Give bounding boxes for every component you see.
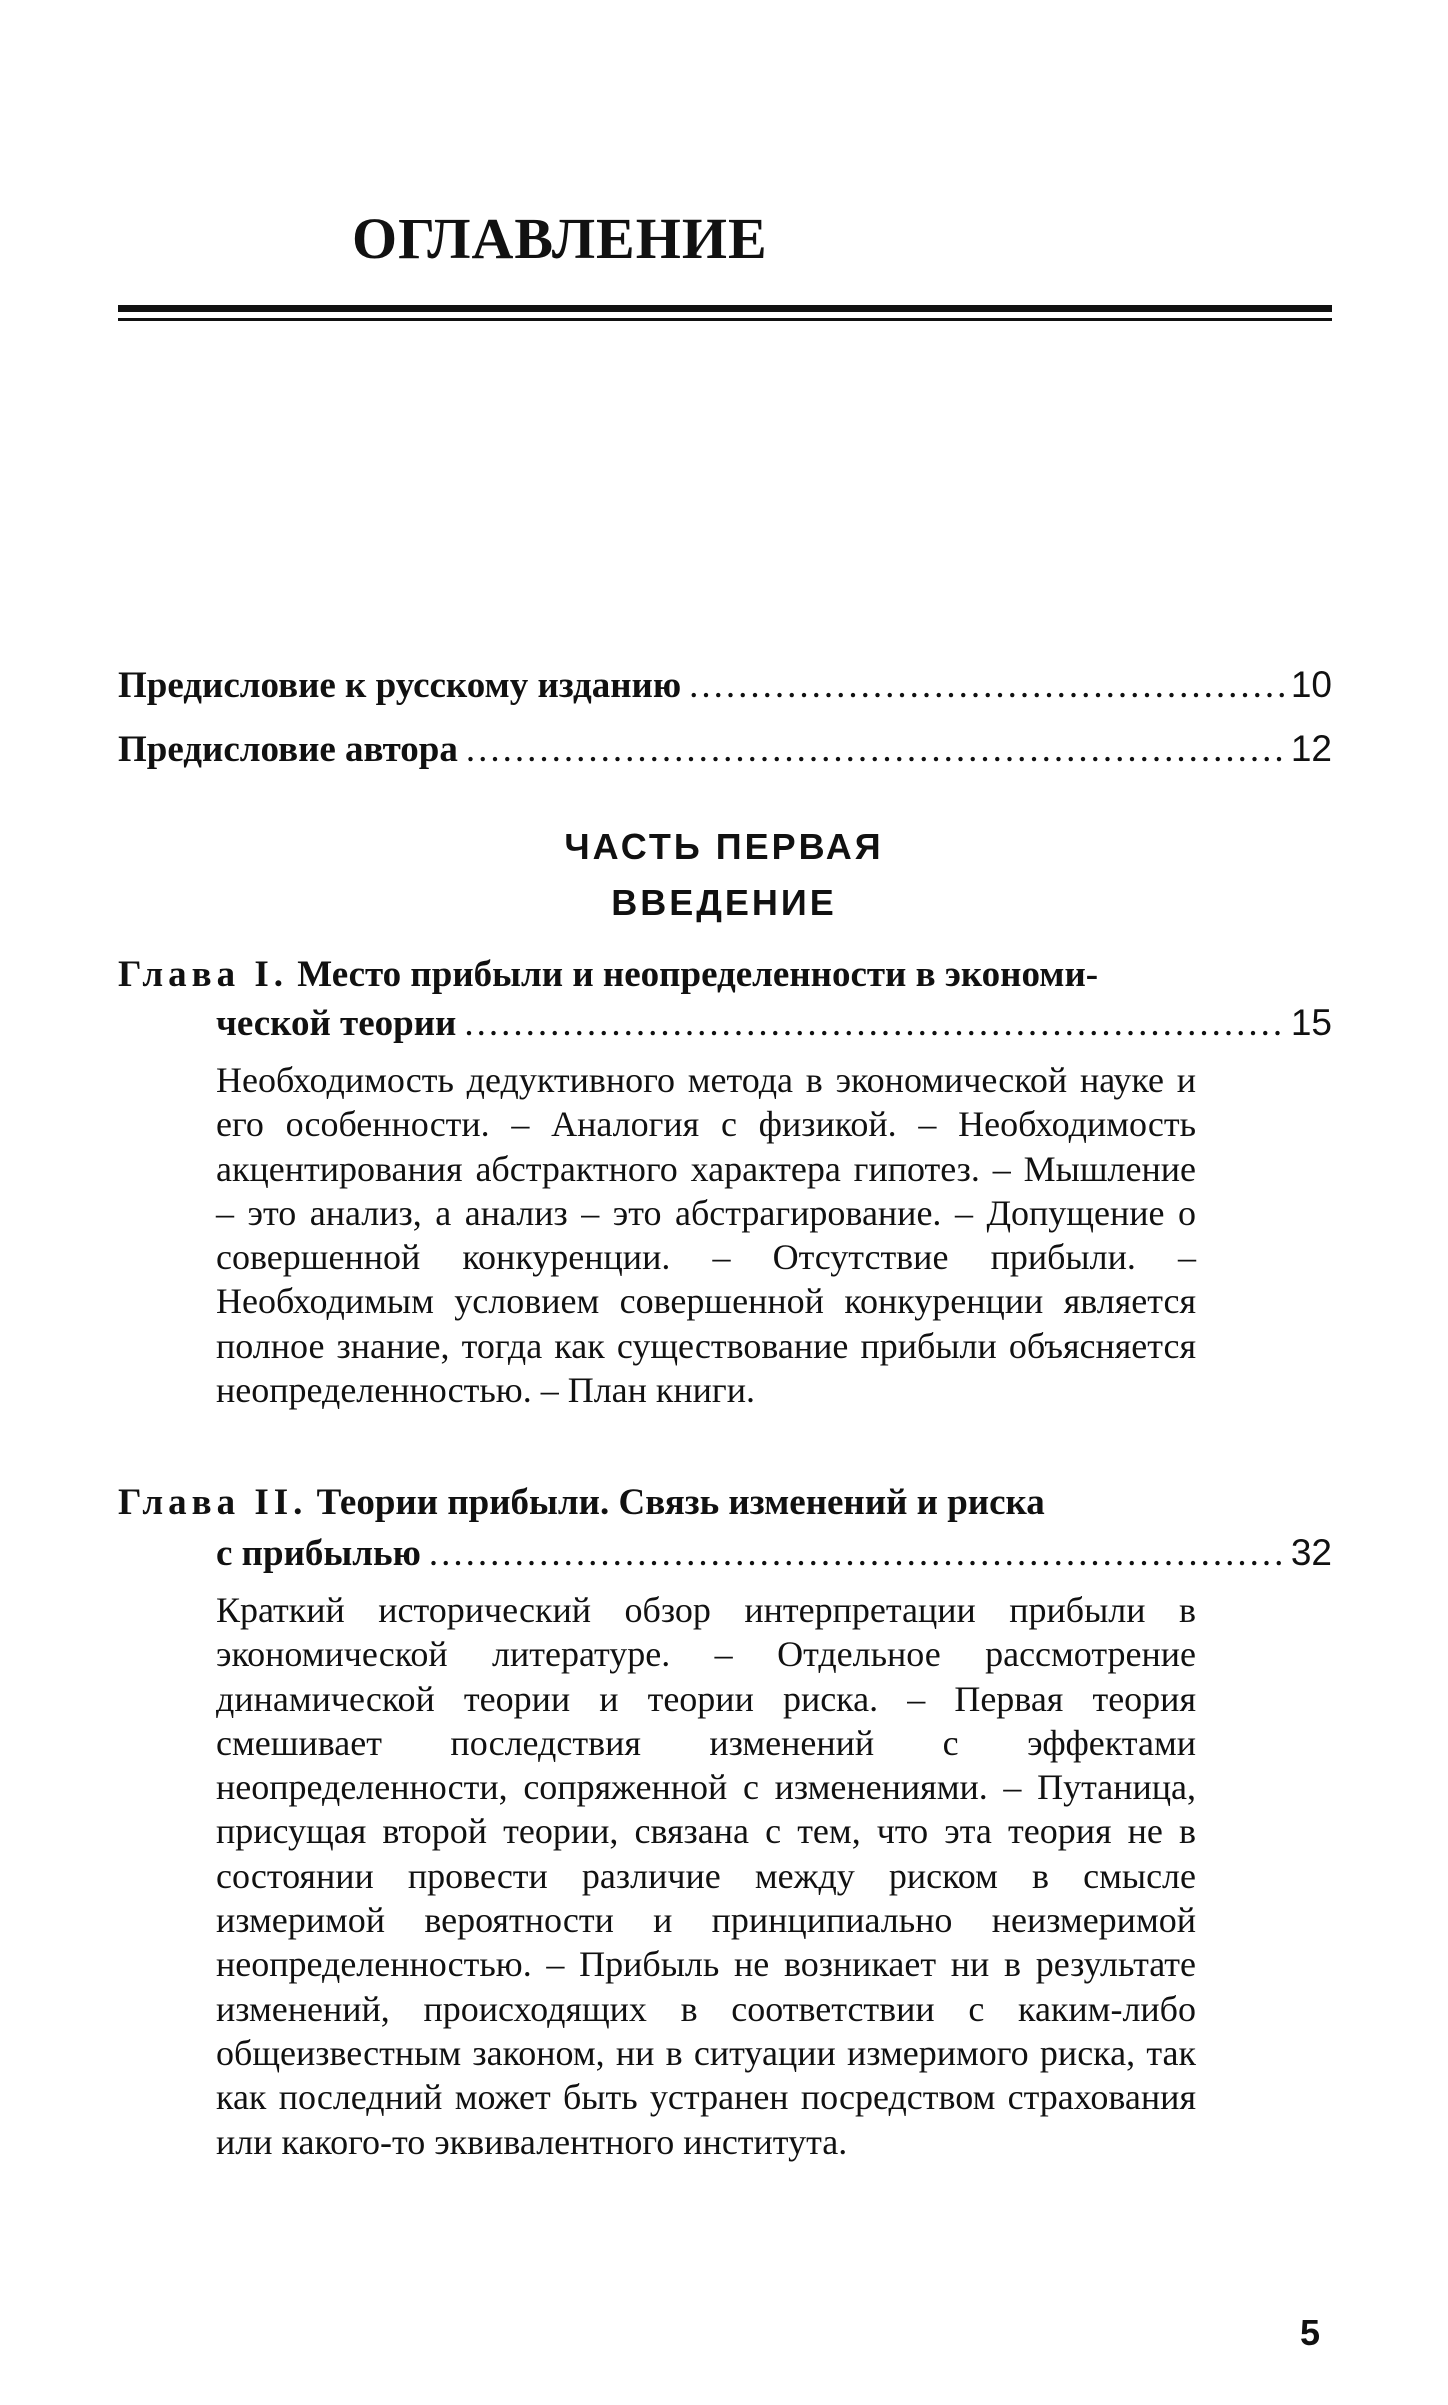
dot-leader: [429, 1531, 1287, 1577]
chapter-1-abstract: Необходимость дедуктивного метода в экономической науке и его особенности. – Аналогия с физикой. – Необходимость акцентирования абстрактного характера гипотез. – Мышление – это анализ, а анализ – это абстрагирование. – Допущение о совершенной конкуренции. – Отсутствие прибыли. – Необходимым условием совершенной конкуренции является полное знание, тогда как существование прибыли объясняется неопределенностью. – План книги.: [216, 1060, 1196, 1411]
toc-entry-label: Предисловие автора: [118, 729, 458, 770]
toc-entry-page: 10: [1290, 664, 1332, 705]
toc-entry-preface-author[interactable]: [118, 726, 1332, 773]
part-subtitle: ВВЕДЕНИЕ: [611, 882, 837, 923]
title-rule-thin: [118, 318, 1332, 321]
toc-entry-label: Предисловие к русскому изданию: [118, 665, 682, 706]
dot-leader: [464, 1001, 1286, 1047]
title-rule-thick: [118, 305, 1332, 312]
page-number: 5: [1300, 2312, 1321, 2353]
chapter-2-title-cont[interactable]: [216, 1530, 1332, 1577]
chapter-title-line2: ческой теории: [216, 1003, 457, 1044]
chapter-1-title-cont[interactable]: [216, 1000, 1332, 1047]
toc-entry-preface-russian[interactable]: [118, 662, 1332, 709]
chapter-2-abstract: Краткий исторический обзор интерпретации прибыли в экономической литературе. – Отдельное рассмотрение динамической теории и теории риска. – Первая теория смешивает последствия изменений с эффектами неопределенности, сопряженной с изменениями. – Путаница, присущая второй теории, связана с тем, что эта теория не в состоянии провести различие между риском в смысле измеримой вероятности и принципиально неизмеримой неопределенностью. – Прибыль не возникает ни в результате изменений, происходящих в соответствии с каким-либо общеизвестным законом, ни в ситуации измеримого риска, так как последний может быть устранен посредством страхования или какого-то эквивалентного института.: [216, 1590, 1196, 2162]
chapter-2-heading[interactable]: [118, 1478, 1332, 1528]
chapter-page: 15: [1290, 1002, 1332, 1043]
chapter-page: 32: [1290, 1532, 1332, 1573]
chapter-title-line2: с прибылью: [216, 1533, 421, 1574]
chapter-title-line1: Теории прибыли. Связь изменений и риска: [316, 1482, 1045, 1523]
dot-leader: [689, 663, 1287, 709]
part-title: ЧАСТЬ ПЕРВАЯ: [564, 826, 884, 867]
chapter-1-heading[interactable]: [118, 950, 1332, 1000]
toc-entry-page: 12: [1290, 728, 1332, 769]
dot-leader: [466, 727, 1287, 773]
chapter-prefix: Глава II.: [118, 1482, 308, 1523]
chapter-prefix: Глава I.: [118, 954, 289, 995]
chapter-title-line1: Место прибыли и неопределенности в экономи-: [297, 954, 1099, 995]
page-title: ОГЛАВЛЕНИЕ: [352, 206, 768, 271]
